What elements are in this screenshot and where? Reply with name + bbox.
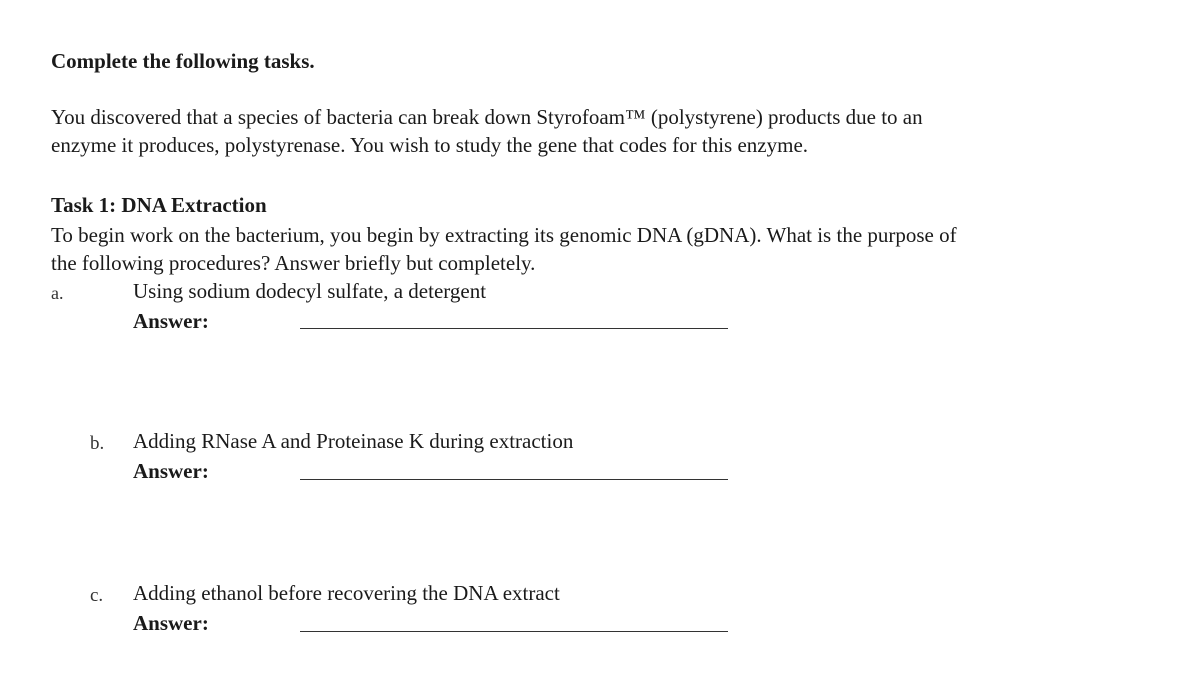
item-b-answer-label: Answer:: [133, 459, 209, 483]
item-c-answer-blank[interactable]: [300, 631, 728, 632]
item-a-marker: a.: [51, 283, 64, 303]
item-c-marker: c.: [90, 585, 104, 606]
item-a-text: Using sodium dodecyl sulfate, a detergent: [133, 279, 487, 303]
item-a-answer-blank[interactable]: [300, 328, 728, 329]
intro-line-2: enzyme it produces, polystyrenase. You wish to study the gene that codes for this enzyme.: [51, 133, 809, 157]
task1-prompt-line-1: To begin work on the bacterium, you begin by extracting its genomic DNA (gDNA). What is the purpose of: [51, 223, 957, 247]
intro-line-1: You discovered that a species of bacteria can break down Styrofoam™ (polystyrene) products due to an: [51, 105, 923, 129]
item-c-text: Adding ethanol before recovering the DNA extract: [133, 581, 560, 605]
item-b-text: Adding RNase A and Proteinase K during extraction: [133, 429, 574, 453]
task1-title: Task 1: DNA Extraction: [51, 193, 267, 217]
item-b-answer-blank[interactable]: [300, 479, 728, 480]
item-b-marker: b.: [90, 433, 105, 454]
task1-prompt-line-2: the following procedures? Answer briefly but completely.: [51, 251, 536, 275]
item-c-answer-label: Answer:: [133, 611, 209, 635]
page-heading: Complete the following tasks.: [51, 49, 315, 73]
item-a-answer-label: Answer:: [133, 309, 209, 333]
